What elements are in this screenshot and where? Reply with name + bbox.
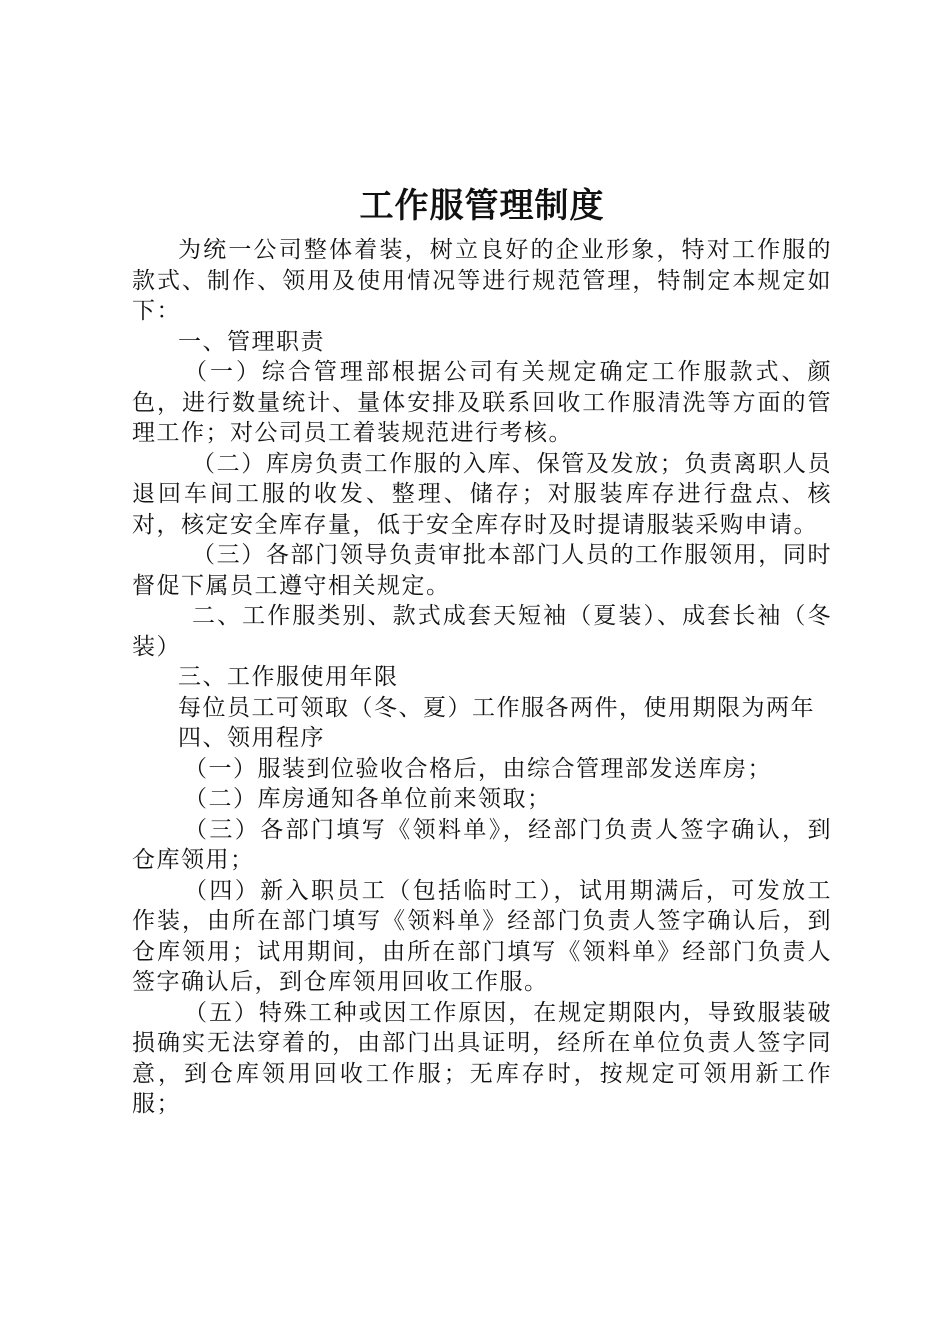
- section-heading-responsibilities: 一、管理职责: [178, 328, 325, 355]
- paragraph-service-life: 每位员工可领取（冬、夏）工作服各两件，使用期限为两年: [178, 694, 815, 721]
- section-heading-service-life: 三、工作服使用年限: [178, 664, 399, 690]
- section-heading-procedure: 四、领用程序: [178, 725, 325, 751]
- paragraph-procedure-4: （四）新入职员工（包括临时工），试用期满后，可发放工作装，由所在部门填写《领料单》经部门负责人签字确认后，到仓库领用；试用期间，由所在部门填写《领料单》经部门负责人签字确认后，到仓库领用回收工作服。: [132, 877, 832, 995]
- section-heading-categories: 二、工作服类别、款式成套天短袖（夏装）、成套长袖（冬装）: [132, 603, 832, 660]
- paragraph-responsibility-2: （二）库房负责工作服的入库、保管及发放；负责离职人员退回车间工服的收发、整理、储存；对服装库存进行盘点、核对，核定安全库存量，低于安全库存时及时提请服装采购申请。: [132, 450, 832, 538]
- paragraph-procedure-5: （五）特殊工种或因工作原因，在规定期限内，导致服装破损确实无法穿着的，由部门出具证明，经所在单位负责人签字同意，到仓库领用回收工作服；无库存时，按规定可领用新工作服；: [132, 999, 832, 1117]
- intro-paragraph: 为统一公司整体着装，树立良好的企业形象，特对工作服的款式、制作、领用及使用情况等进行规范管理，特制定本规定如下：: [132, 237, 832, 324]
- document-page: [132, 183, 832, 1120]
- paragraph-procedure-3: （三）各部门填写《领料单》，经部门负责人签字确认，到仓库领用；: [132, 816, 832, 873]
- document-title: 工作服管理制度: [359, 186, 605, 226]
- paragraph-procedure-1: （一）服装到位验收合格后，由综合管理部发送库房；: [184, 755, 772, 782]
- paragraph-responsibility-3: （三）各部门领导负责审批本部门人员的工作服领用，同时督促下属员工遵守相关规定。: [132, 542, 832, 599]
- paragraph-responsibility-1: （一）综合管理部根据公司有关规定确定工作服款式、颜色，进行数量统计、量体安排及联系回收工作服清洗等方面的管理工作；对公司员工着装规范进行考核。: [132, 359, 832, 446]
- paragraph-procedure-2: （二）库房通知各单位前来领取；: [184, 786, 552, 812]
